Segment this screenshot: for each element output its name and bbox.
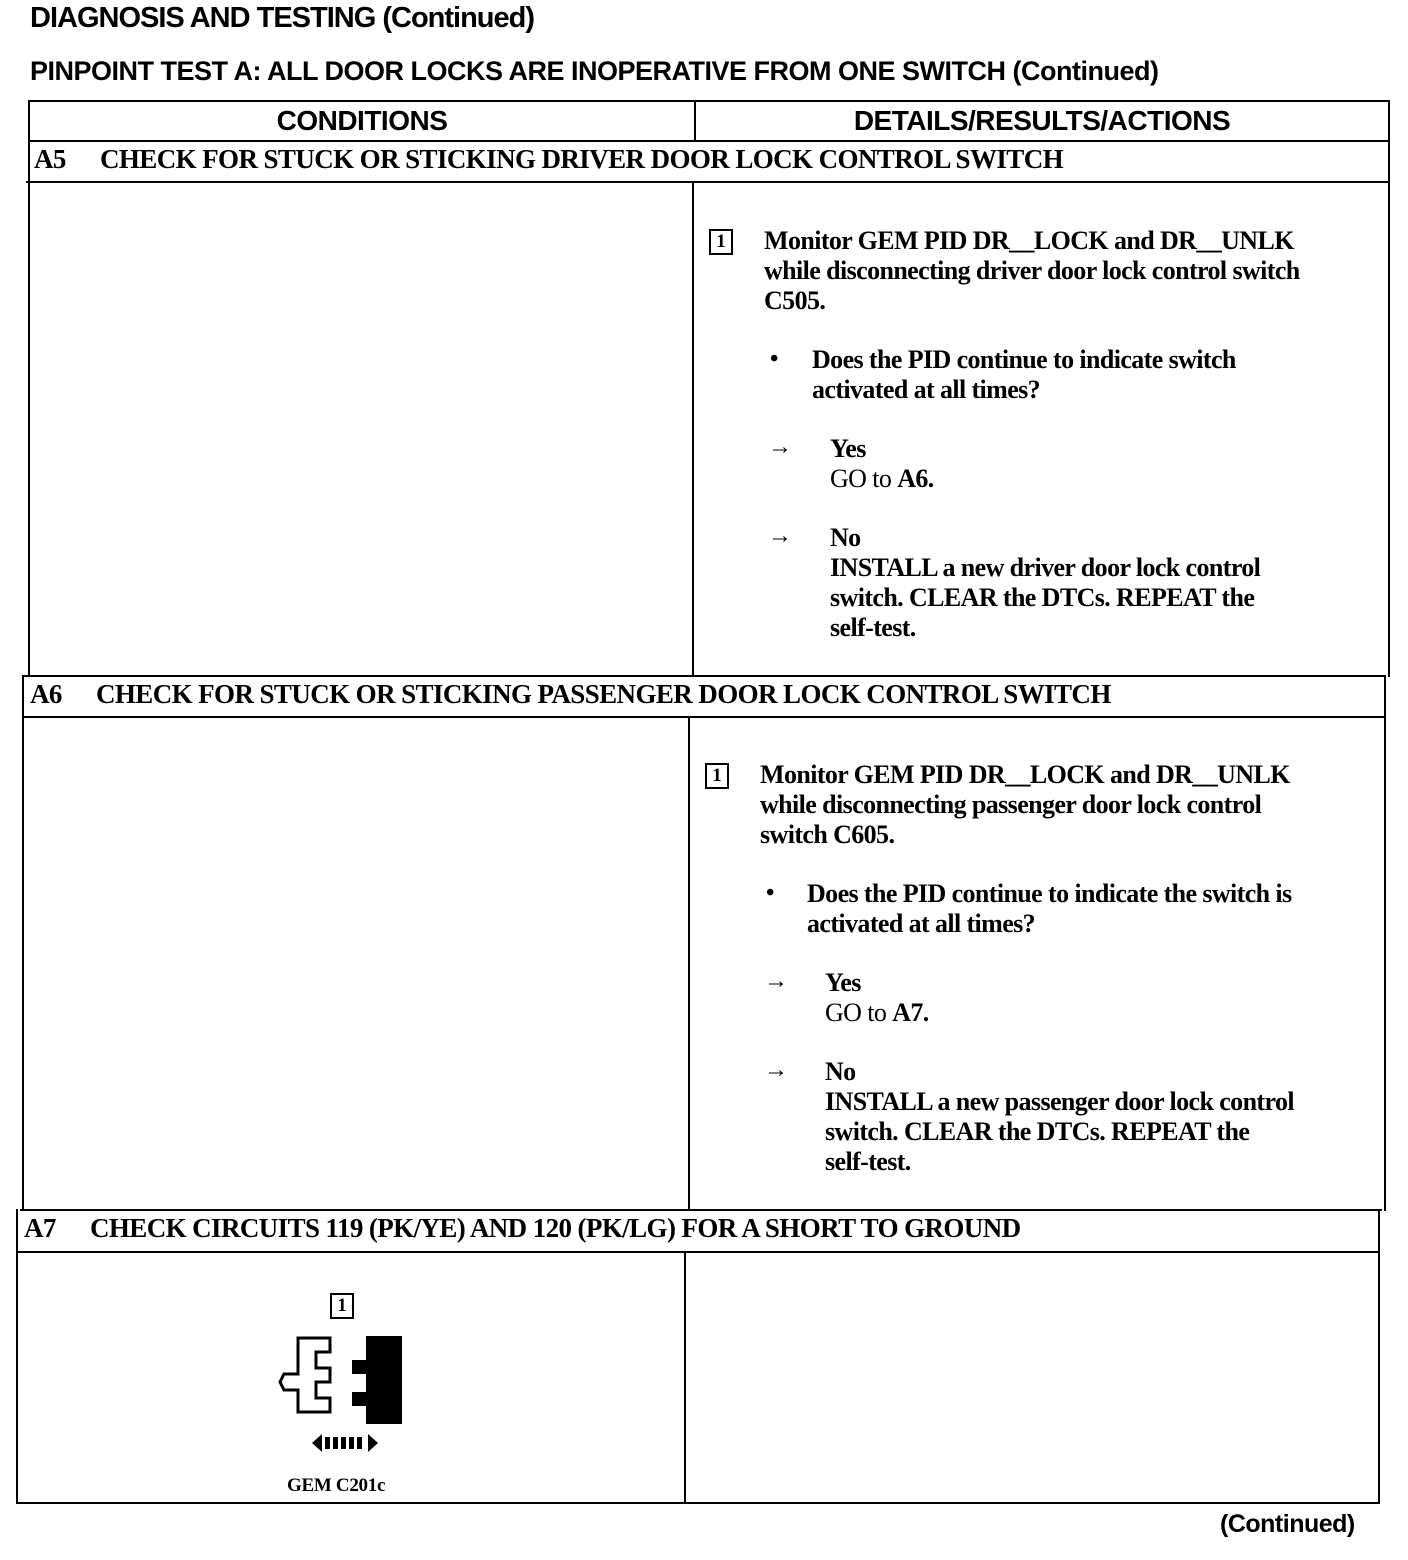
column-header-conditions: CONDITIONS <box>276 105 448 136</box>
arrow-right-icon: → <box>764 968 788 994</box>
question-text: Does the PID continue to indicate switch activated at all times? <box>812 345 1236 404</box>
column-header-details: DETAILS/RESULTS/ACTIONS <box>853 105 1231 136</box>
arrow-right-icon: → <box>768 434 792 460</box>
step-id: A7 <box>24 1213 56 1243</box>
step-header-a5 <box>34 144 1063 175</box>
question-text: Does the PID continue to indicate the switch is activated at all times? <box>807 879 1292 938</box>
result-yes: Yes GO to A6. <box>830 434 934 493</box>
arrow-right-icon: → <box>768 523 792 549</box>
connector-label: GEM C201c <box>287 1475 386 1496</box>
result-yes: Yes GO to A7. <box>825 968 929 1027</box>
page-title: DIAGNOSIS AND TESTING (Continued) <box>30 2 535 34</box>
instruction-text: Monitor GEM PID DR__LOCK and DR__UNLK while disconnecting driver door lock control switch C505. <box>764 226 1300 315</box>
substep-number-box: 1 <box>705 763 729 789</box>
step-header-a7 <box>24 1213 1021 1244</box>
substep-number-box: 1 <box>330 1293 354 1319</box>
pinpoint-test-title: PINPOINT TEST A: ALL DOOR LOCKS ARE INOPERATIVE FROM ONE SWITCH (Continued) <box>30 56 1159 86</box>
continued-label: (Continued) <box>1220 1510 1355 1538</box>
step-id: A6 <box>30 679 62 709</box>
bullet-icon: • <box>766 880 775 906</box>
step-id: A5 <box>34 144 66 174</box>
step-header-a6 <box>30 679 1111 710</box>
instruction-text: Monitor GEM PID DR__LOCK and DR__UNLK while disconnecting passenger door lock control switch C605. <box>760 760 1290 849</box>
substep-number-box: 1 <box>709 229 733 255</box>
step-title: CHECK FOR STUCK OR STICKING PASSENGER DOOR LOCK CONTROL SWITCH <box>96 679 1111 709</box>
connector-disconnect-icon <box>270 1330 415 1460</box>
step-title: CHECK FOR STUCK OR STICKING DRIVER DOOR LOCK CONTROL SWITCH <box>100 144 1063 174</box>
arrow-right-icon: → <box>764 1057 788 1083</box>
step-title: CHECK CIRCUITS 119 (PK/YE) AND 120 (PK/LG) FOR A SHORT TO GROUND <box>90 1213 1021 1243</box>
result-no: No INSTALL a new driver door lock control switch. CLEAR the DTCs. REPEAT the self-test. <box>830 523 1261 642</box>
result-no: No INSTALL a new passenger door lock control switch. CLEAR the DTCs. REPEAT the self-test. <box>825 1057 1294 1176</box>
bullet-icon: • <box>770 346 779 372</box>
